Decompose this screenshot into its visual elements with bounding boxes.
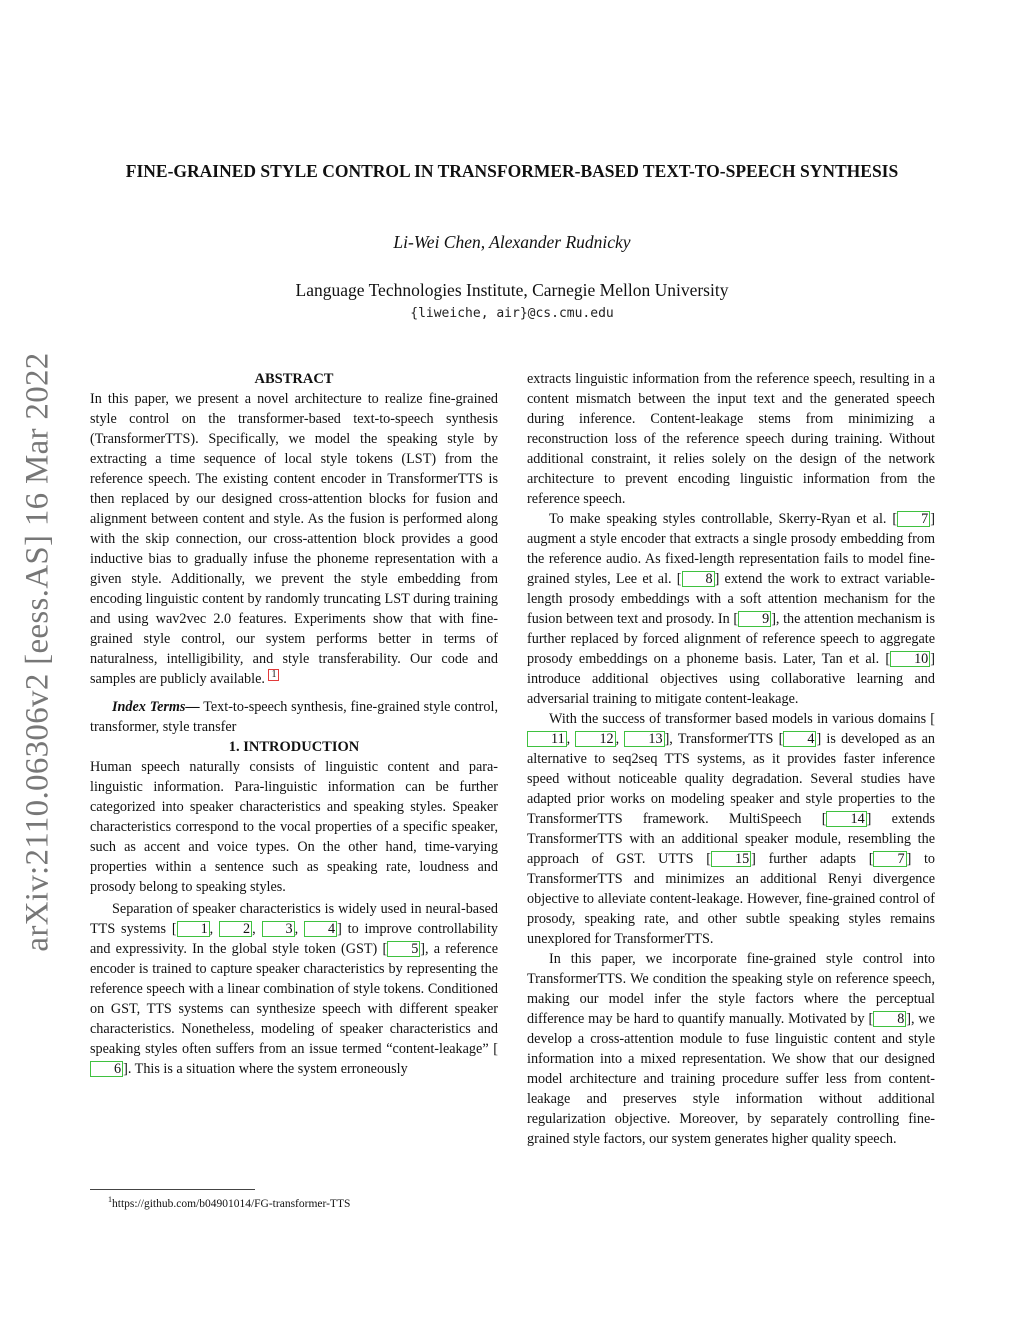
citation-link[interactable]: 7 <box>897 511 930 527</box>
authors: Li-Wei Chen, Alexander Rudnicky <box>393 232 631 252</box>
abstract-heading: ABSTRACT <box>254 371 334 387</box>
citation-link[interactable]: 11 <box>527 731 567 747</box>
right-column <box>527 369 935 1149</box>
footnote-url[interactable]: https://github.com/b04901014/FG-transformer-TTS <box>112 1197 351 1210</box>
affiliation: Language Technologies Institute, Carnegie Mellon University <box>295 280 729 300</box>
footnote-mark: 1 <box>108 1195 112 1204</box>
citation-link[interactable]: 8 <box>873 1011 906 1027</box>
right-paragraph-4: In this paper, we incorporate fine-grained style control into TransformerTTS. We condition the speaking style on reference speech, making our model infer the style factors where the perceptual difference may be hard to quantify manually. Motivated by [ 8 ], we develop a cross-attention module to fuse linguistic content and style information into a mixed representation. We show that our designed model architecture and training procedure suffer less from content-leakage and preserves style information without additional regularization objective. Moreover, by separately controlling fine-grained style factors, our system generates higher quality speech. <box>527 951 935 1147</box>
intro-paragraph-2: Separation of speaker characteristics is widely used in neural-based TTS systems [ 1 , 2 , 3 , 4 ] to improve controllability and expressivity. In the global style token (GST) [ 5 ], a reference encoder is trained to capture speaker characteristics by representing the reference speech with a linear combination of style tokens. Conditioned on GST, TTS systems can synthesize speech with different speaker characteristics. Nonetheless, modeling of speaker characteristics and speaking styles often suffers from an issue termed “content-leakage” [6 ]. This is a situation where the system erroneously <box>90 901 499 1077</box>
citation-link[interactable]: 7 <box>873 851 906 867</box>
citation-link[interactable]: 6 <box>90 1061 123 1077</box>
right-paragraph-2: To make speaking styles controllable, Skerry-Ryan et al. [ 7 ] augment a style encoder that extracts a single prosody embedding from the reference audio. As fixed-length representation fails to model fine-grained styles, Lee et al. [ 8 ] extend the work to extract variable-length prosody embeddings with a soft attention mechanism for the fusion between text and prosody. In [ 9 ], the attention mechanism is further replaced by forced alignment of reference speech to aggregate prosody embeddings on a phoneme basis. Later, Tan et al. [ 10 ] introduce additional objectives using collaborative learning and adversarial training to mitigate content-leakage. <box>527 511 935 707</box>
citation-link[interactable]: 5 <box>387 941 420 957</box>
index-terms-label: Index Terms— <box>112 699 200 715</box>
citation-link[interactable]: 2 <box>219 921 252 937</box>
citation-link[interactable]: 4 <box>783 731 816 747</box>
footnote-link[interactable]: 1 <box>268 669 279 681</box>
left-column <box>90 369 498 1079</box>
footnote <box>108 1195 350 1210</box>
citation-link[interactable]: 4 <box>304 921 337 937</box>
citation-link[interactable]: 12 <box>575 731 615 747</box>
intro-paragraph-1: Human speech naturally consists of linguistic content and para-linguistic information. Para-linguistic information can be further categorized into speaker characteristics and speaking styles. Speaker characteristics correspond to the vocal properties of a specific speaker, such as accent and voice types. On the other hand, time-varying properties within a sentence such as speaking rate, loudness and prosody belong to speaking styles. <box>90 759 498 895</box>
citation-link[interactable]: 14 <box>826 811 866 827</box>
right-paragraph-3: With the success of transformer based models in various domains [11 , 12 , 13 ], TransformerTTS [ 4 ] is developed as an alternative to seq2seq TTS systems, as it provides faster inference speed without noticeable quality degradation. Several studies have adapted prior works on modeling speaker and style properties to the TransformerTTS framework. MultiSpeech [ 14 ] extends TransformerTTS with an additional speaker module, resembling the approach of GST. UTTS [ 15 ] further adapts [ 7 ] to TransformerTTS and minimizes an additional Renyi divergence objective to alleviate content-leakage. However, fine-grained control of prosody, speaking rate, and other subtle speaking styles remains unexplored for TransformerTTS. <box>527 711 936 947</box>
index-terms: Index Terms— Text-to-speech synthesis, fine-grained style control, transformer, style transfer <box>90 699 498 735</box>
abstract-text: In this paper, we present a novel architecture to realize fine-grained style control on the transformer-based text-to-speech synthesis (TransformerTTS). Specifically, we model the speaking style by extracting a time sequence of local style tokens (LST) from the reference speech. The existing content encoder in TransformerTTS is then replaced by our designed cross-attention blocks for fusion and alignment between content and style. As the fusion is performed along with the skip connection, our cross-attention block provides a good inductive bias to gradually infuse the phoneme representation with a given style. Additionally, we prevent the style embedding from encoding linguistic content by randomly truncating LST during training and using wav2vec 2.0 features. Experiments show that with fine-grained style control, our system performs better in terms of naturalness, intelligibility, and style transferability. Our code and samples are publicly available. 1 <box>90 391 498 687</box>
arxiv-stamp: arXiv:2110.06306v2 [eess.AS] 16 Mar 2022 <box>19 352 56 952</box>
citation-link[interactable]: 1 <box>177 921 210 937</box>
right-paragraph-1: extracts linguistic information from the reference speech, resulting in a content mismatch between the input text and the generated speech during inference. Content-leakage stems from minimizing a reconstruction loss of the reference speech during training. Without additional constraint, it relies solely on the design of the network architecture to prevent encoding linguistic information from the reference speech. <box>527 371 935 507</box>
introduction-heading: 1. INTRODUCTION <box>228 739 360 755</box>
paper-title: FINE-GRAINED STYLE CONTROL IN TRANSFORMER-BASED TEXT-TO-SPEECH SYNTHESIS <box>125 161 899 181</box>
citation-link[interactable]: 3 <box>262 921 295 937</box>
email: {liweiche, air}@cs.cmu.edu <box>410 306 614 321</box>
footnote-divider <box>90 1189 255 1190</box>
citation-link[interactable]: 8 <box>682 571 715 587</box>
citation-link[interactable]: 13 <box>624 731 664 747</box>
citation-link[interactable]: 15 <box>711 851 751 867</box>
citation-link[interactable]: 10 <box>890 651 930 667</box>
citation-link[interactable]: 9 <box>738 611 771 627</box>
